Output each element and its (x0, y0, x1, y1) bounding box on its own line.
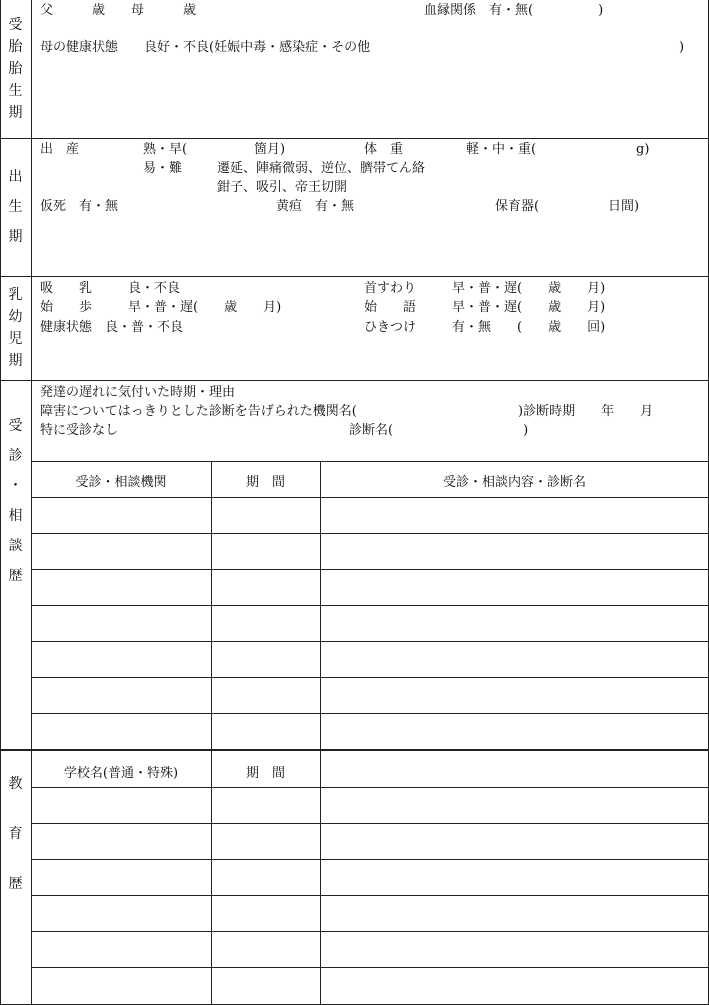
complications-line-1[interactable]: 遷延、陣痛微弱、逆位、臍帯てん絡 (217, 161, 426, 176)
consult-header-institution: 受診・相談機関 (75, 475, 167, 490)
weight-label: 体 重 (364, 142, 404, 157)
asphyxia-field[interactable]: 仮死 有・無 (40, 199, 119, 214)
consult-header-period: 期 間 (245, 475, 285, 490)
consanguinity-field[interactable]: 血縁関係 有・無( ) (424, 3, 604, 18)
term-field[interactable]: 熟・早( (143, 142, 188, 157)
edu-header-period: 期 間 (245, 766, 285, 781)
weight-unit: g) (636, 142, 650, 157)
section-label-consultation: 受 診 ・ 相 談 歴 (8, 418, 23, 584)
edu-row-line (31, 859, 709, 860)
divider-prenatal-birth (0, 138, 709, 139)
section-label-infancy: 乳 幼 児 期 (8, 287, 23, 369)
incubator-days: 日間) (608, 199, 640, 214)
edu-row-line (31, 931, 709, 932)
walking-label: 始 歩 (40, 300, 93, 315)
consult-row-line (31, 605, 709, 606)
section-label-birth: 出 生 期 (8, 169, 23, 245)
neck-field[interactable]: 早・普・遅( 歳 月) (452, 281, 606, 296)
section-label-education: 教 育 歴 (8, 776, 23, 892)
diagnosis-time-field[interactable]: )診断時期 年 月 (518, 404, 654, 419)
noticed-field[interactable]: 発達の遅れに気付いた時期・理由 (40, 385, 236, 400)
edu-header-school: 学校名(普通・特殊) (63, 766, 179, 781)
edu-col-divider (320, 750, 321, 1005)
edu-header-bottom (31, 787, 709, 788)
consult-row-line (31, 677, 709, 678)
incubator-field[interactable]: 保育器( (495, 199, 540, 214)
label-column-divider (31, 0, 32, 1005)
father-mother-age[interactable]: 父 歳 母 歳 (40, 3, 197, 18)
mother-health-field[interactable]: 母の健康状態 良好・不良(妊娠中毒・感染症・その他 (40, 40, 371, 55)
weight-field[interactable]: 軽・中・重( (466, 142, 537, 157)
divider-consultation-education (0, 749, 709, 751)
consult-table-top (31, 461, 709, 462)
health-field[interactable]: 健康状態 良・普・不良 (40, 320, 184, 335)
divider-birth-infancy (0, 276, 709, 277)
consult-table-header-bottom (31, 497, 709, 498)
edu-row-line (31, 967, 709, 968)
no-consultation-field[interactable]: 特に受診なし (40, 423, 119, 438)
consult-col-divider (211, 461, 212, 749)
suckling-label: 吸 乳 (40, 281, 93, 296)
edu-col-divider (211, 750, 212, 1005)
jaundice-field[interactable]: 黄疸 有・無 (276, 199, 355, 214)
mother-health-close: ) (679, 40, 685, 55)
consult-header-content: 受診・相談内容・診断名 (442, 475, 586, 490)
ease-field[interactable]: 易・難 (143, 161, 183, 176)
neck-label: 首すわり (364, 281, 417, 296)
divider-infancy-consultation (0, 380, 709, 381)
complications-line-2[interactable]: 鉗子、吸引、帝王切開 (217, 180, 348, 195)
section-label-prenatal: 受 胎 胎 生 期 (8, 17, 23, 121)
consult-row-line (31, 713, 709, 714)
diagnosis-org-field[interactable]: 障害についてはっきりとした診断を告げられた機関名( (40, 404, 357, 419)
walking-field[interactable]: 早・普・遅( 歳 月) (128, 300, 282, 315)
speech-field[interactable]: 早・普・遅( 歳 月) (452, 300, 606, 315)
seizure-field[interactable]: 有・無 ( 歳 回) (452, 320, 606, 335)
seizure-label: ひきつけ (364, 320, 417, 335)
term-months: 箇月) (254, 142, 286, 157)
edu-row-line (31, 895, 709, 896)
delivery-label: 出 産 (40, 142, 80, 157)
edu-row-line (31, 823, 709, 824)
consult-row-line (31, 533, 709, 534)
consult-col-divider (320, 461, 321, 749)
suckling-field[interactable]: 良・不良 (128, 281, 181, 296)
consult-row-line (31, 641, 709, 642)
diagnosis-name-field[interactable]: 診断名( ) (349, 423, 529, 438)
speech-label: 始 語 (364, 300, 417, 315)
consult-row-line (31, 569, 709, 570)
